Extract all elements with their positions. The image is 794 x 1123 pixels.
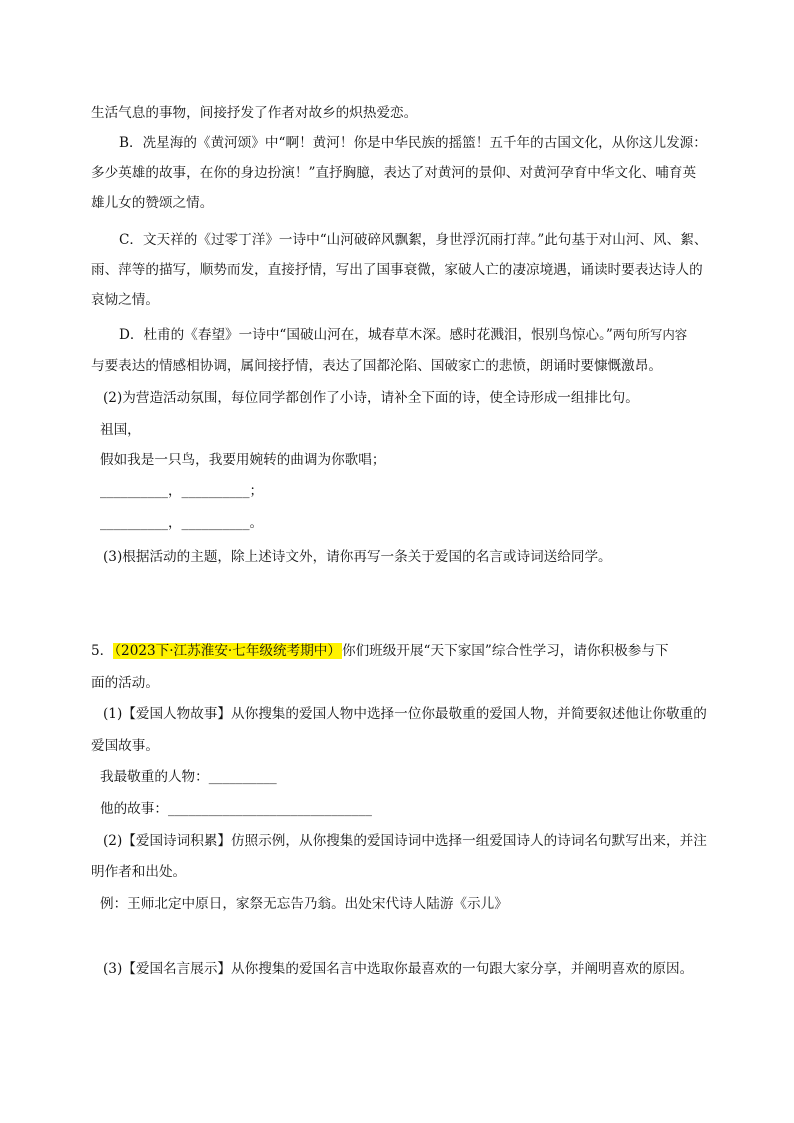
q5-story-field[interactable]: 他的故事：______________________________ <box>100 801 372 817</box>
q5-sub2-line-1: (2)【爱国诗词积累】仿照示例，从你搜集的爱国诗词中选择一组爱国诗人的诗词名句默写出来，并注 <box>103 833 707 849</box>
option-d-line-2: 与要表达的情感相协调，属间接抒情，表达了国都沦陷、国破家亡的悲愤，朗诵时要慷慨激昂。 <box>91 358 662 374</box>
q5-sub1-line-1: (1)【爱国人物故事】从你搜集的爱国人物中选择一位你最敬重的爱国人物，并简要叙述他让你敬重的 <box>103 706 707 722</box>
q5-intro-line-1 <box>91 642 669 660</box>
q5-sub1-line-2: 爱国故事。 <box>91 738 159 754</box>
poem-blank-line-2[interactable]: __________，__________。 <box>100 515 264 531</box>
q5-person-field[interactable]: 我最敬重的人物：__________ <box>100 769 277 785</box>
q4-sub3: (3)根据活动的主题，除上述诗文外，请你再写一条关于爱国的名言或诗词送给同学。 <box>103 549 612 565</box>
q5-intro-line-2: 面的活动。 <box>91 675 159 691</box>
option-c-line-1: C．文天祥的《过零丁洋》一诗中“山河破碎风飘絮，身世浮沉雨打萍。”此句基于对山河、风、絮、 <box>119 232 708 248</box>
option-c-line-2: 雨、萍等的描写，顺势而发，直接抒情，写出了国事衰微，家破人亡的凄凉境遇，诵读时要表达诗人的 <box>91 262 703 278</box>
q5-sub2-line-2: 明作者和出处。 <box>91 864 187 880</box>
option-c-line-3: 哀恸之情。 <box>91 292 159 308</box>
option-b-line-1: B．冼星海的《黄河颂》中“啊！黄河！你是中华民族的摇篮！五千年的古国文化，从你这儿发源： <box>119 135 707 151</box>
q5-sub3: (3)【爱国名言展示】从你搜集的爱国名言中选取你最喜欢的一句跟大家分享，并阐明喜欢的原因。 <box>103 961 694 977</box>
q5-source-tag: （2023下·江苏淮安·七年级统考期中） <box>114 643 341 659</box>
option-b-line-2: 多少英雄的故事，在你的身边扮演！”直抒胸臆，表达了对黄河的景仰、对黄河孕育中华文化、哺育英 <box>91 165 697 181</box>
option-d-line-1-main: D．杜甫的《春望》一诗中“国破山河在，城春草木深。感时花溅泪，恨别鸟惊心。” <box>119 327 613 343</box>
poem-line-1: 祖国， <box>100 422 141 438</box>
poem-line-2: 假如我是一只鸟，我要用婉转的曲调为你歌唱； <box>100 452 386 468</box>
q4-sub2-prompt: (2)为营造活动氛围，每位同学都创作了小诗，请补全下面的诗，使全诗形成一组排比句。 <box>103 390 639 406</box>
q5-intro-tail: 你们班级开展“天下家国”综合性学习，请你积极参与下 <box>342 643 669 659</box>
poem-blank-line-1[interactable]: __________，__________； <box>100 483 264 499</box>
option-d-line-1 <box>119 326 687 344</box>
option-d-line-1-small: 两句所写内容 <box>612 327 688 342</box>
q5-sub2-example: 例：王师北定中原日，家祭无忘告乃翁。出处宋代诗人陆游《示儿》 <box>100 896 508 912</box>
option-a-tail: 生活气息的事物，间接抒发了作者对故乡的炽热爱恋。 <box>91 105 418 121</box>
q5-number: 5． <box>91 643 114 659</box>
option-b-line-3: 雄儿女的赞颂之情。 <box>91 195 214 211</box>
